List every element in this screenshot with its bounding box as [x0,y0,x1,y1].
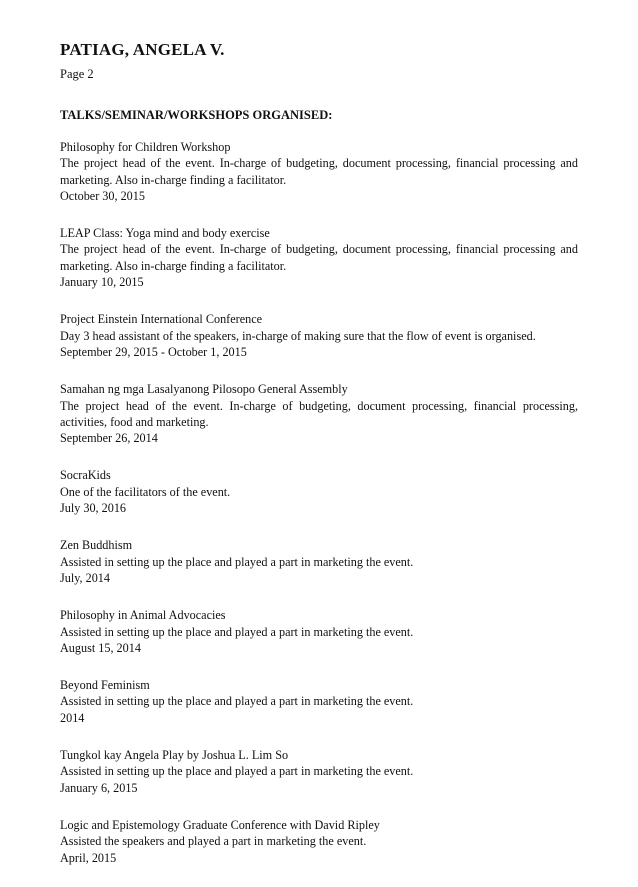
entry-date: July 30, 2016 [60,501,127,516]
entry-date: January 10, 2015 [60,275,144,290]
entry-title: Tungkol kay Angela Play by Joshua L. Lim So [60,748,289,763]
entry-description: Assisted the speakers and played a part in marketing the event. [60,834,367,849]
entry-description: Assisted in setting up the place and played a part in marketing the event. [60,624,414,639]
entry-date: October 30, 2015 [60,188,145,203]
entry-title: Beyond Feminism [60,678,150,693]
list-item [60,607,578,656]
entry-title: Project Einstein International Conference [60,312,263,327]
list-item [60,225,578,290]
list-item [60,467,578,516]
entry-description: Assisted in setting up the place and played a part in marketing the event. [60,694,414,709]
list-item [60,311,578,360]
entry-description: The project head of the event. In-charge of budgeting, document processing, financial processing and marketing. Also in-charge finding a facilitator. [60,156,578,187]
list-item [60,677,578,726]
entry-title: Philosophy in Animal Advocacies [60,608,226,623]
entry-title: LEAP Class: Yoga mind and body exercise [60,226,270,241]
entry-title: SocraKids [60,468,111,483]
entry-date: July, 2014 [60,570,110,585]
list-item [60,139,578,204]
entries-list [60,139,578,887]
entry-date: September 26, 2014 [60,431,158,446]
entry-description: Day 3 head assistant of the speakers, in-charge of making sure that the flow of event is organised. [60,328,536,343]
entry-description: Assisted in setting up the place and played a part in marketing the event. [60,764,414,779]
entry-description: The project head of the event. In-charge of budgeting, document processing, financial processing and marketing. Also in-charge finding a facilitator. [60,242,578,273]
entry-date: January 6, 2015 [60,780,138,795]
section-heading: TALKS/SEMINAR/WORKSHOPS ORGANISED: [60,108,333,122]
list-item [60,817,578,866]
entry-description: One of the facilitators of the event. [60,484,231,499]
page-number: Page 2 [60,67,94,81]
entry-title: Philosophy for Children Workshop [60,140,231,154]
list-item [60,747,578,796]
entry-title: Logic and Epistemology Graduate Conference with David Ripley [60,817,380,832]
person-name: PATIAG, ANGELA V. [60,40,225,59]
entry-description: Assisted in setting up the place and played a part in marketing the event. [60,554,414,569]
entry-description: The project head of the event. In-charge of budgeting, document processing, financial processing, activities, food and marketing. [60,398,578,429]
list-item [60,381,578,446]
entry-date: April, 2015 [60,850,117,865]
list-item [60,537,578,586]
entry-title: Samahan ng mga Lasalyanong Pilosopo General Assembly [60,382,348,397]
entry-title: Zen Buddhism [60,538,133,553]
entry-date: September 29, 2015 - October 1, 2015 [60,344,247,359]
entry-date: August 15, 2014 [60,640,141,655]
entry-date: 2014 [60,710,85,725]
